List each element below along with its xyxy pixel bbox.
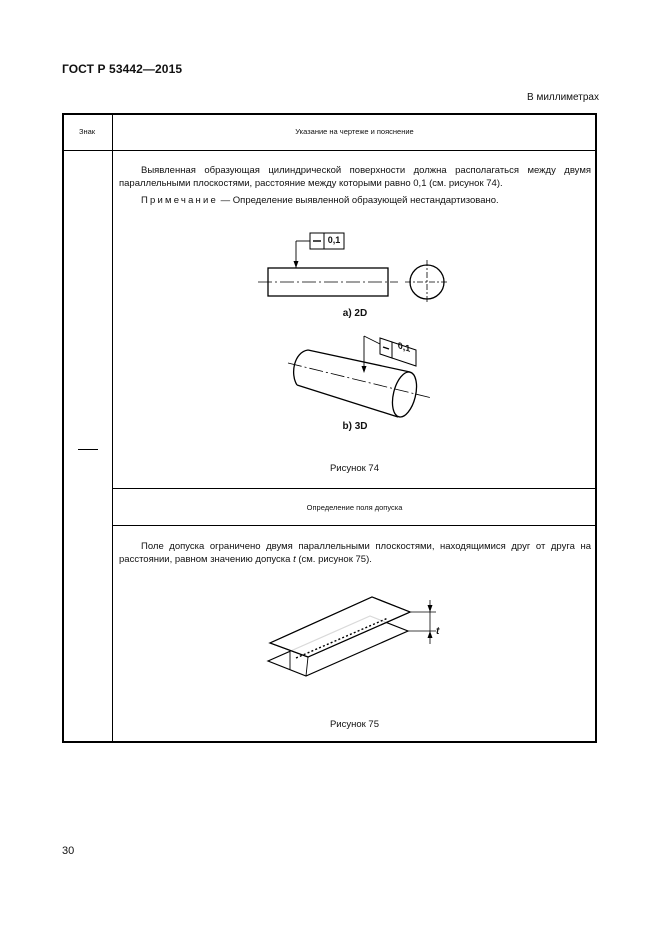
row1-note — [141, 194, 591, 207]
units-note: В миллиметрах — [527, 92, 599, 103]
row3-text-before: Поле допуска ограничено двумя параллельными плоскостями, находящимися друг от друга на расстоянии, равном значению допуска — [119, 541, 591, 565]
center-axis-3d — [288, 363, 432, 398]
cylinder-top-edge — [308, 350, 410, 372]
column-header-sign: Знак — [78, 127, 96, 136]
row1-description: Выявленная образующая цилиндрической поверхности должна располагаться между двумя параллельными плоскостями, расстояние между которыми равно 0,1 (см. рисунок 74). — [119, 165, 591, 189]
header-divider — [62, 150, 597, 151]
straightness-sign — [78, 449, 98, 450]
column-header-spec: Указание на чертеже и пояснение — [295, 127, 414, 136]
note-label: Примечание — [141, 195, 218, 206]
row-divider — [112, 488, 597, 489]
figure-75 — [260, 588, 450, 693]
row3-text-after: (см. рисунок 75). — [295, 554, 372, 565]
figure-74-2d — [250, 228, 460, 308]
note-text: Определение выявленной образующей нестандартизовано. — [232, 195, 499, 206]
column-divider — [112, 113, 113, 743]
fig-3d-tolerance-value: 0,1 — [397, 339, 411, 355]
note-dash: — — [218, 195, 233, 206]
section-title: Определение поля допуска — [306, 503, 403, 512]
document-header: ГОСТ Р 53442—2015 — [62, 62, 183, 76]
figure-75-caption: Рисунок 75 — [329, 719, 380, 730]
figure-74-caption: Рисунок 74 — [329, 463, 380, 474]
fig-2d-label: a) 2D — [342, 308, 368, 319]
fig-3d-label: b) 3D — [342, 421, 368, 432]
leader-arrow — [294, 261, 299, 268]
cylinder-bottom-edge — [297, 385, 398, 417]
dimension-label-t: t — [436, 626, 440, 637]
row-divider — [112, 525, 597, 526]
row3-text-var: t — [293, 554, 296, 565]
figure-74-3d — [280, 330, 440, 425]
page-number: 30 — [62, 845, 75, 857]
cylinder-front-end — [388, 370, 420, 420]
fig-2d-tolerance-value: 0,1 — [327, 235, 341, 245]
row3-description — [119, 540, 591, 566]
